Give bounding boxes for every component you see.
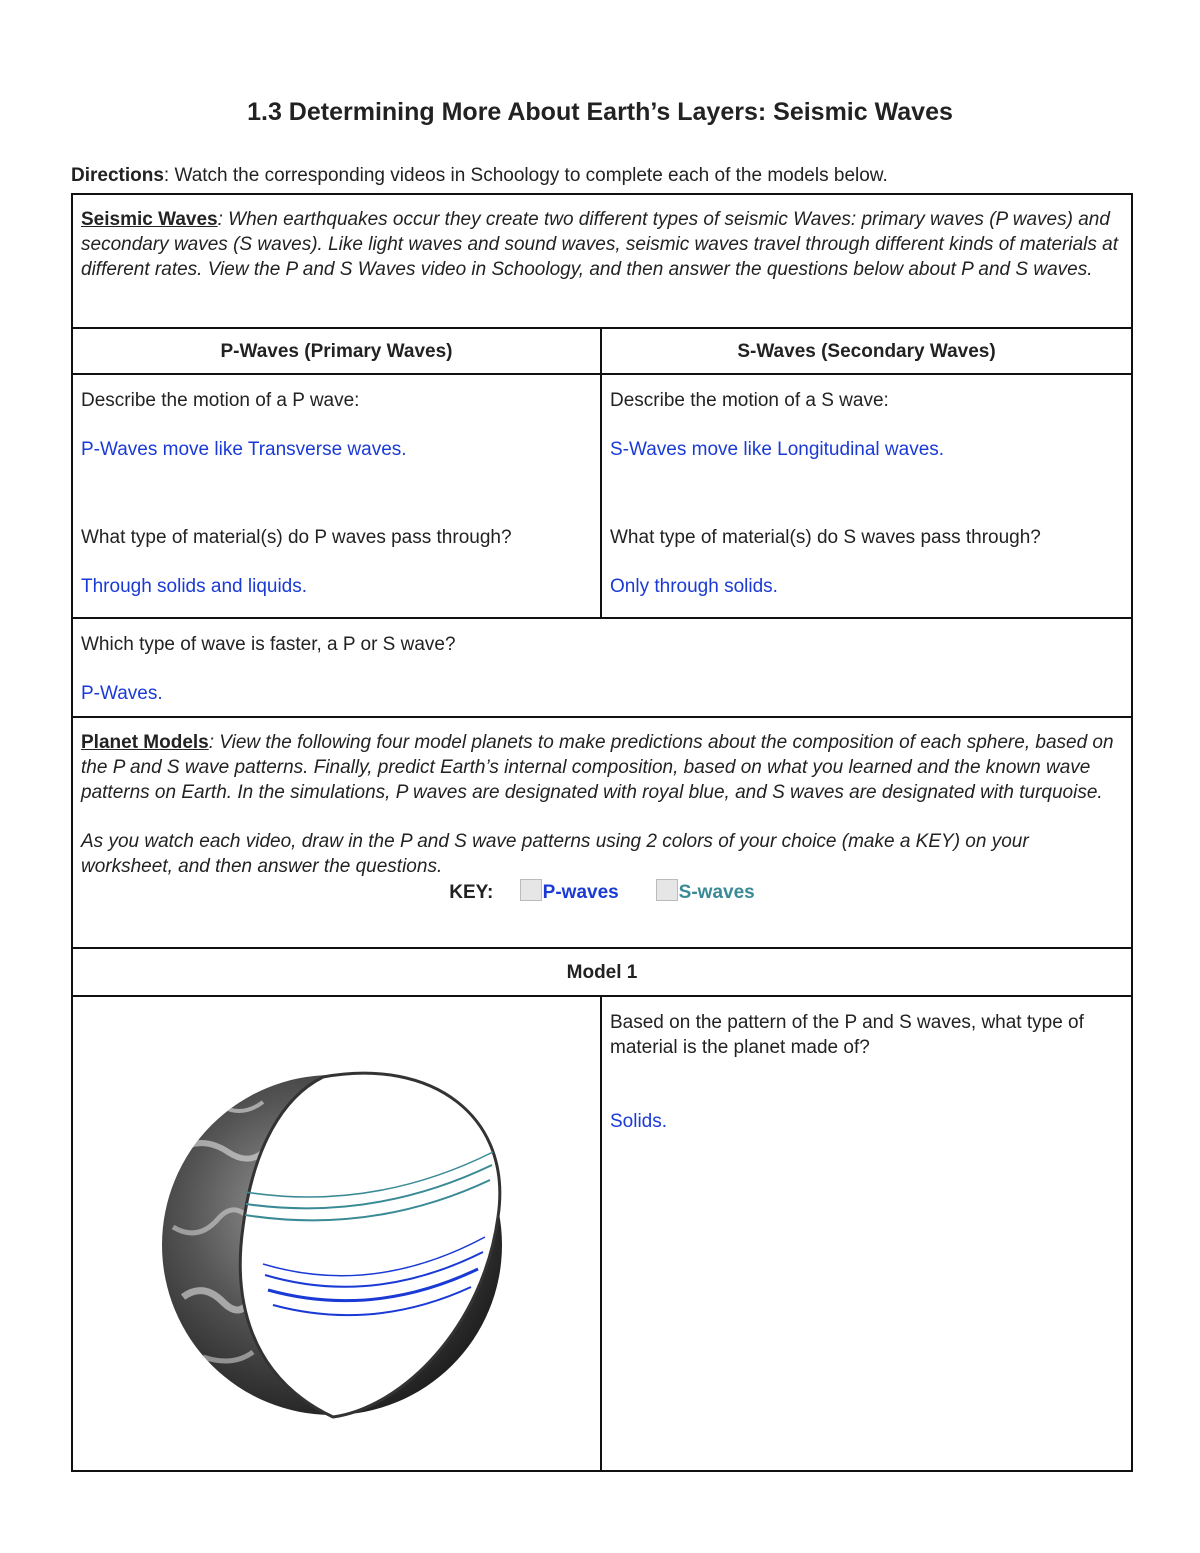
planet-models-instructions: As you watch each video, draw in the P and S wave patterns using 2 colors of your choice (make a KEY) on your worksheet, and then answer the questions. <box>81 831 1029 877</box>
s-motion-answer[interactable]: S-Waves move like Longitudinal waves. <box>610 439 945 460</box>
key-s-waves: S-waves <box>678 882 755 903</box>
worksheet-table <box>71 193 1133 1472</box>
model-1-answer-cell <box>601 996 1132 1471</box>
model-1-image-cell <box>72 996 601 1471</box>
seismic-waves-label: Seismic Waves <box>81 209 218 230</box>
cutaway-interior <box>240 1073 500 1417</box>
key-line <box>81 879 1123 905</box>
planet-models-text: : View the following four model planets to make predictions about the composition of each sphere, based on the P and S wave patterns. Finally, predict Earth’s internal composition, based on what you learned and the known wave patterns on Earth. In the simulations, P waves are designated with royal blue, and S waves are designated with turquoise. <box>81 732 1114 803</box>
seismic-waves-text: : When earthquakes occur they create two different types of seismic Waves: primary waves (P waves) and secondary waves (S waves). Like light waves and sound waves, seismic waves travel through different kinds of materials at different rates. View the P and S Waves video in Schoology, and then answer the questions below about P and S waves. <box>81 209 1119 280</box>
p-material-answer[interactable]: Through solids and liquids. <box>81 576 308 597</box>
page-title: 1.3 Determining More About Earth’s Layers: Seismic Waves <box>247 98 953 126</box>
p-waves-cell <box>72 374 601 618</box>
s-waves-cell <box>601 374 1132 618</box>
seismic-waves-intro <box>72 194 1132 328</box>
s-material-answer[interactable]: Only through solids. <box>610 576 778 597</box>
key-label: KEY: <box>449 882 494 903</box>
planet-models-intro <box>81 730 1123 805</box>
planet-models-cell <box>72 717 1132 948</box>
planet-model-image <box>73 997 602 1463</box>
faster-question: Which type of wave is faster, a P or S wave? <box>81 634 456 655</box>
directions-text: : Watch the corresponding videos in Schoology to complete each of the models below. <box>163 165 888 186</box>
model-1-header: Model 1 <box>72 948 1132 996</box>
s-waves-header: S-Waves (Secondary Waves) <box>601 328 1132 374</box>
model-1-question: Based on the pattern of the P and S waves, what type of material is the planet made of? <box>610 1012 1084 1058</box>
p-material-question: What type of material(s) do P waves pass through? <box>81 527 512 548</box>
faster-wave-cell <box>72 618 1132 717</box>
s-wave-color-box[interactable] <box>656 879 678 901</box>
p-wave-color-box[interactable] <box>520 879 542 901</box>
key-p-waves: P-waves <box>542 882 619 903</box>
planet-models-label: Planet Models <box>81 732 209 753</box>
p-motion-answer[interactable]: P-Waves move like Transverse waves. <box>81 439 407 460</box>
p-waves-header: P-Waves (Primary Waves) <box>72 328 601 374</box>
directions <box>71 165 888 187</box>
s-motion-question: Describe the motion of a S wave: <box>610 390 889 411</box>
directions-label: Directions <box>71 165 164 186</box>
p-motion-question: Describe the motion of a P wave: <box>81 390 360 411</box>
s-material-question: What type of material(s) do S waves pass through? <box>610 527 1041 548</box>
faster-answer[interactable]: P-Waves. <box>81 683 163 704</box>
model-1-answer[interactable]: Solids. <box>610 1111 668 1132</box>
